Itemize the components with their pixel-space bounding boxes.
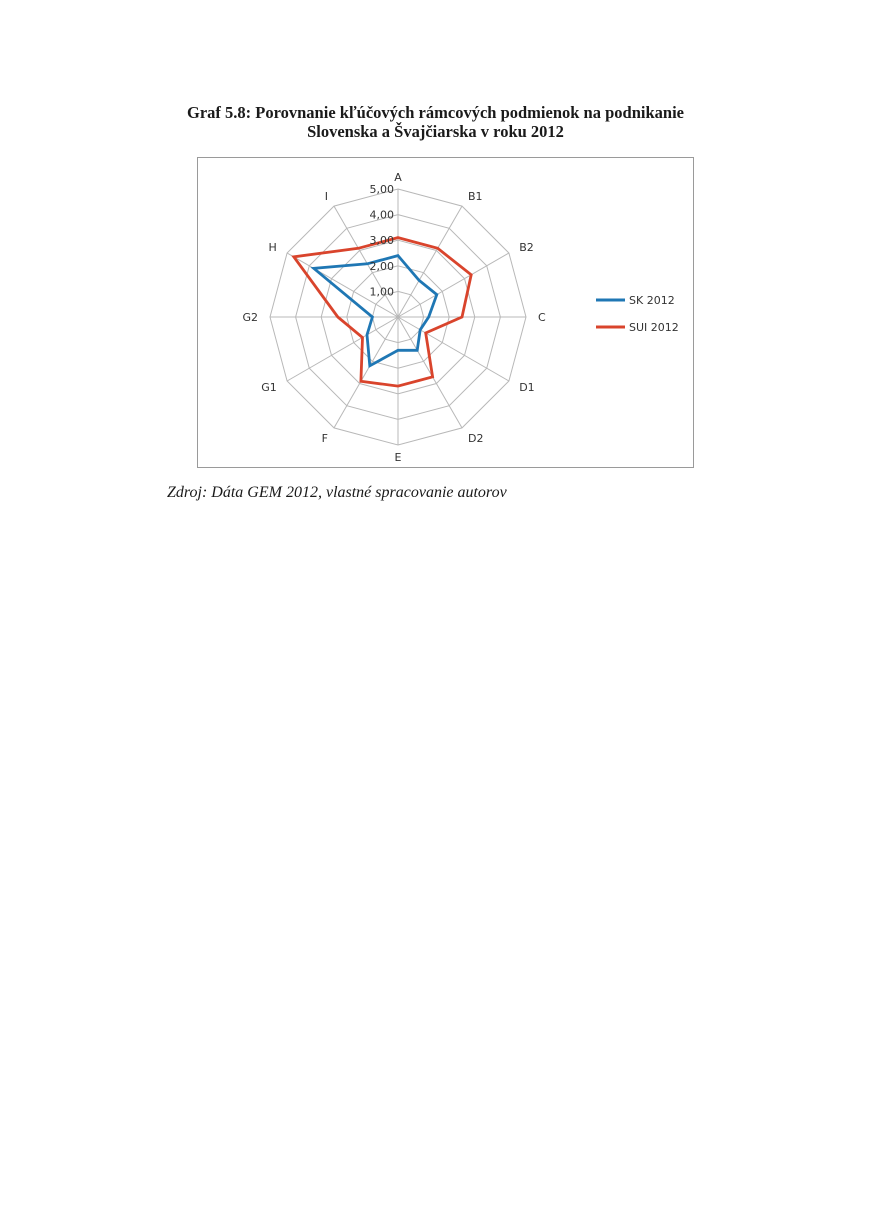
- tick-label: 4,00: [369, 208, 394, 222]
- figure-title: [120, 103, 751, 141]
- figure-title-line1: Graf 5.8: Porovnanie kľúčových rámcových podmienok na podnikanie: [187, 103, 684, 122]
- tick-label: 3,00: [369, 234, 394, 248]
- grid-layer: [270, 189, 526, 445]
- legend-label: SK 2012: [629, 294, 675, 307]
- chart-frame: [197, 157, 694, 468]
- tick-layer: [370, 183, 395, 298]
- legend: [596, 294, 679, 334]
- category-label: H: [268, 241, 277, 254]
- radar-chart: [198, 158, 695, 469]
- figure-title-line2: Slovenska a Švajčiarska v roku 2012: [307, 122, 564, 141]
- category-label: E: [394, 451, 402, 464]
- category-label: A: [394, 171, 402, 184]
- source-note: Zdroj: Dáta GEM 2012, vlastné spracovanie autorov: [167, 484, 507, 501]
- tick-label: 5,00: [369, 183, 394, 196]
- category-label: I: [324, 189, 328, 203]
- category-label: B2: [519, 241, 534, 254]
- category-label: C: [538, 311, 546, 324]
- category-label: D2: [468, 432, 484, 446]
- category-label: G1: [261, 381, 277, 394]
- legend-label: SUI 2012: [629, 321, 679, 334]
- category-label: G2: [242, 311, 258, 324]
- category-label: F: [321, 432, 328, 446]
- tick-label: 2,00: [369, 259, 394, 273]
- tick-label: 1,00: [369, 285, 394, 299]
- category-label: B1: [468, 189, 483, 203]
- category-label: D1: [519, 381, 535, 394]
